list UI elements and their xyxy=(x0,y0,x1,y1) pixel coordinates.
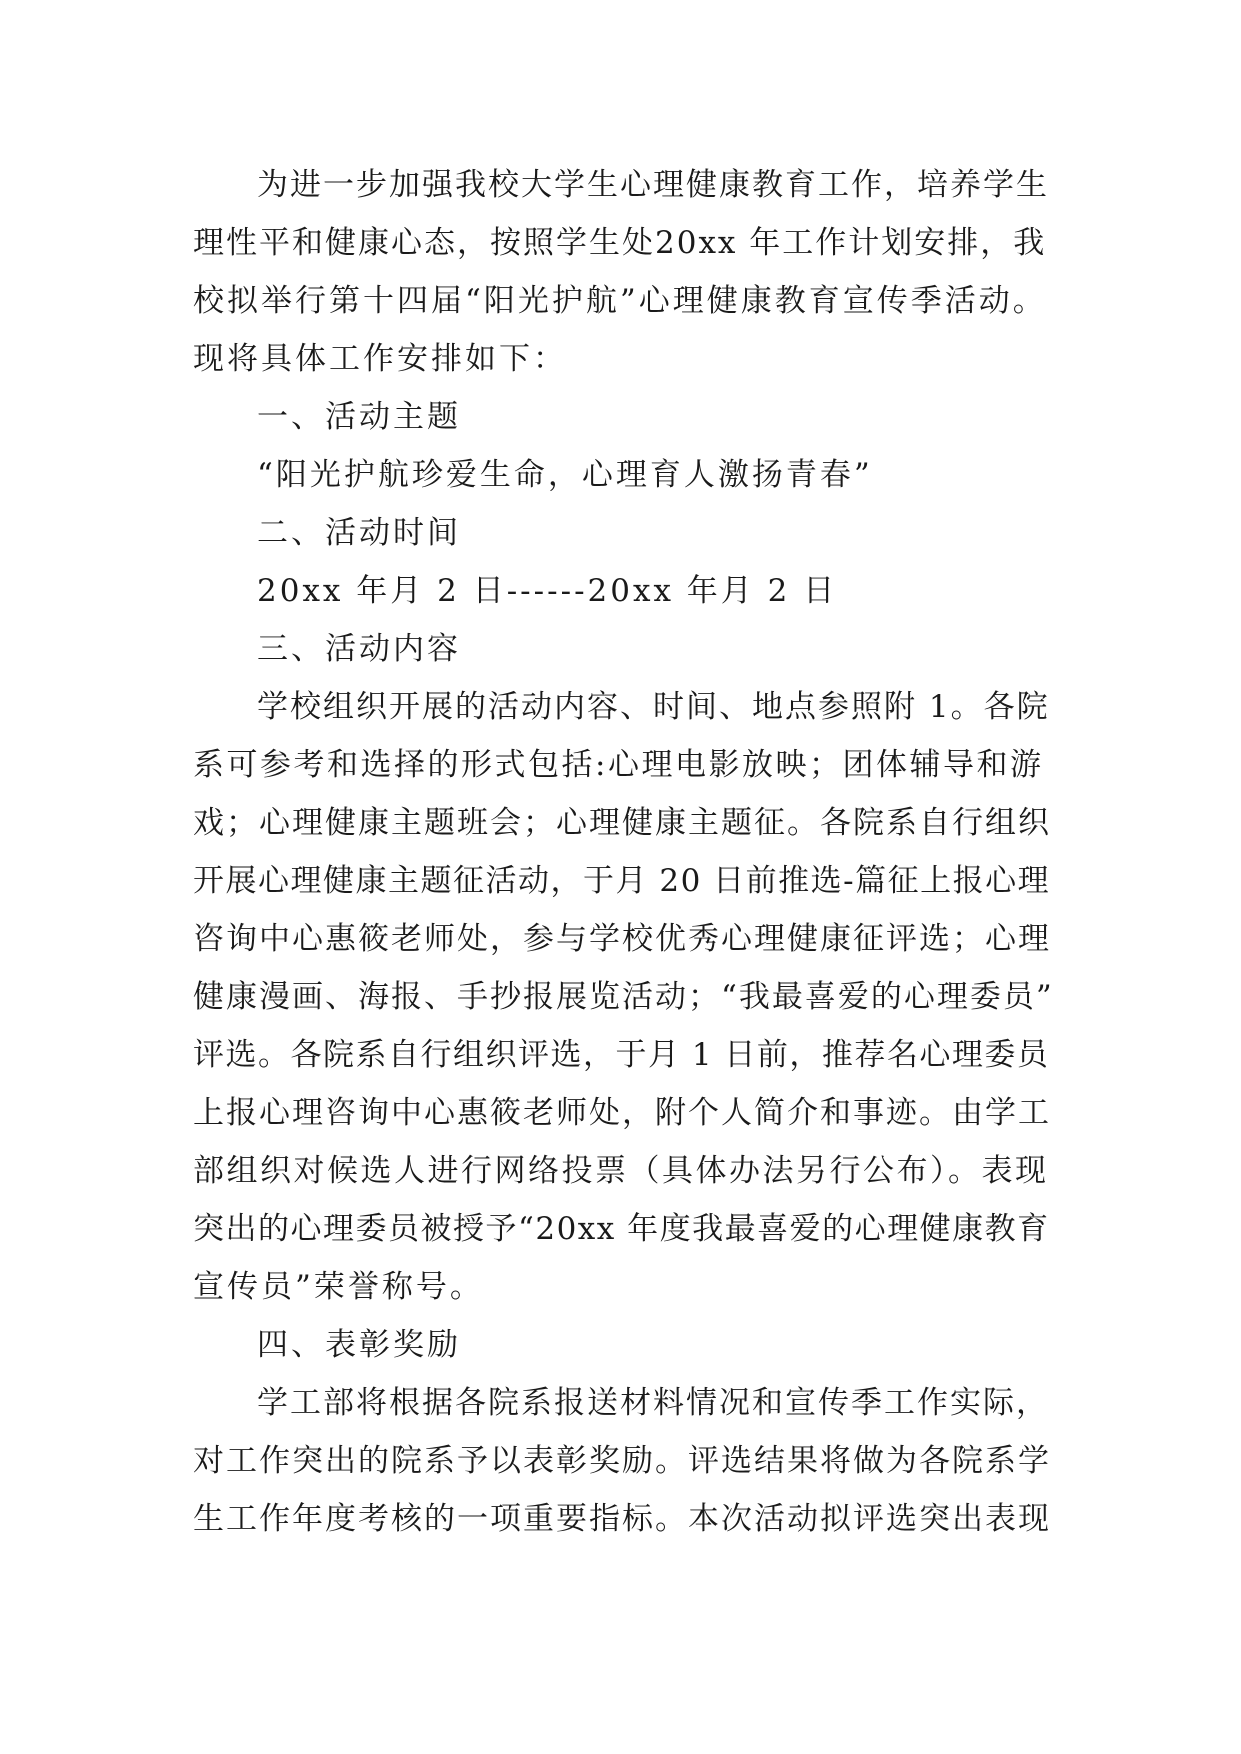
theme-slogan: “阳光护航珍爱生命，心理育人激扬青春” xyxy=(257,457,873,493)
paragraph-line: 部组织对候选人进行网络投票（具体办法另行公布）。表现 xyxy=(193,1153,1049,1189)
paragraph-line: 上报心理咨询中心惠筱老师处，附个人简介和事迹。由学工 xyxy=(193,1095,1051,1131)
section-heading-theme: 一、活动主题 xyxy=(257,399,461,435)
section-heading-content: 三、活动内容 xyxy=(257,631,461,667)
paragraph-line: 学校组织开展的活动内容、时间、地点参照附 1。各院 xyxy=(257,689,1050,725)
paragraph-line: 校拟举行第十四届“阳光护航”心理健康教育宣传季活动。 xyxy=(193,283,1047,319)
paragraph-line: 系可参考和选择的形式包括:心理电影放映；团体辅导和游 xyxy=(193,747,1044,783)
document-body xyxy=(193,156,1055,1548)
paragraph-line: 为进一步加强我校大学生心理健康教育工作，培养学生 xyxy=(257,167,1049,203)
paragraph-line: 突出的心理委员被授予“20xx 年度我最喜爱的心理健康教育 xyxy=(193,1211,1050,1247)
paragraph-line: 开展心理健康主题征活动，于月 20 日前推选-篇征上报心理 xyxy=(193,863,1051,899)
section-heading-awards: 四、表彰奖励 xyxy=(257,1327,461,1363)
paragraph-line: 戏；心理健康主题班会；心理健康主题征。各院系自行组织 xyxy=(193,805,1051,841)
paragraph-line: 现将具体工作安排如下： xyxy=(193,341,567,377)
paragraph-line: 对工作突出的院系予以表彰奖励。评选结果将做为各院系学 xyxy=(193,1443,1051,1479)
paragraph-line: 学工部将根据各院系报送材料情况和宣传季工作实际， xyxy=(257,1385,1049,1421)
paragraph-line: 生工作年度考核的一项重要指标。本次活动拟评选突出表现 xyxy=(193,1501,1051,1537)
activity-date-range: 20xx 年月 2 日------20xx 年月 2 日 xyxy=(257,573,838,609)
section-heading-time: 二、活动时间 xyxy=(257,515,461,551)
paragraph-line: 理性平和健康心态，按照学生处20xx 年工作计划安排，我 xyxy=(193,225,1047,261)
paragraph-line: 评选。各院系自行组织评选，于月 1 日前，推荐名心理委员 xyxy=(193,1037,1050,1073)
paragraph-line: 宣传员”荣誉称号。 xyxy=(193,1269,484,1305)
paragraph-line: 咨询中心惠筱老师处，参与学校优秀心理健康征评选；心理 xyxy=(193,921,1051,957)
paragraph-line: 健康漫画、海报、手抄报展览活动；“我最喜爱的心理委员” xyxy=(193,979,1054,1015)
